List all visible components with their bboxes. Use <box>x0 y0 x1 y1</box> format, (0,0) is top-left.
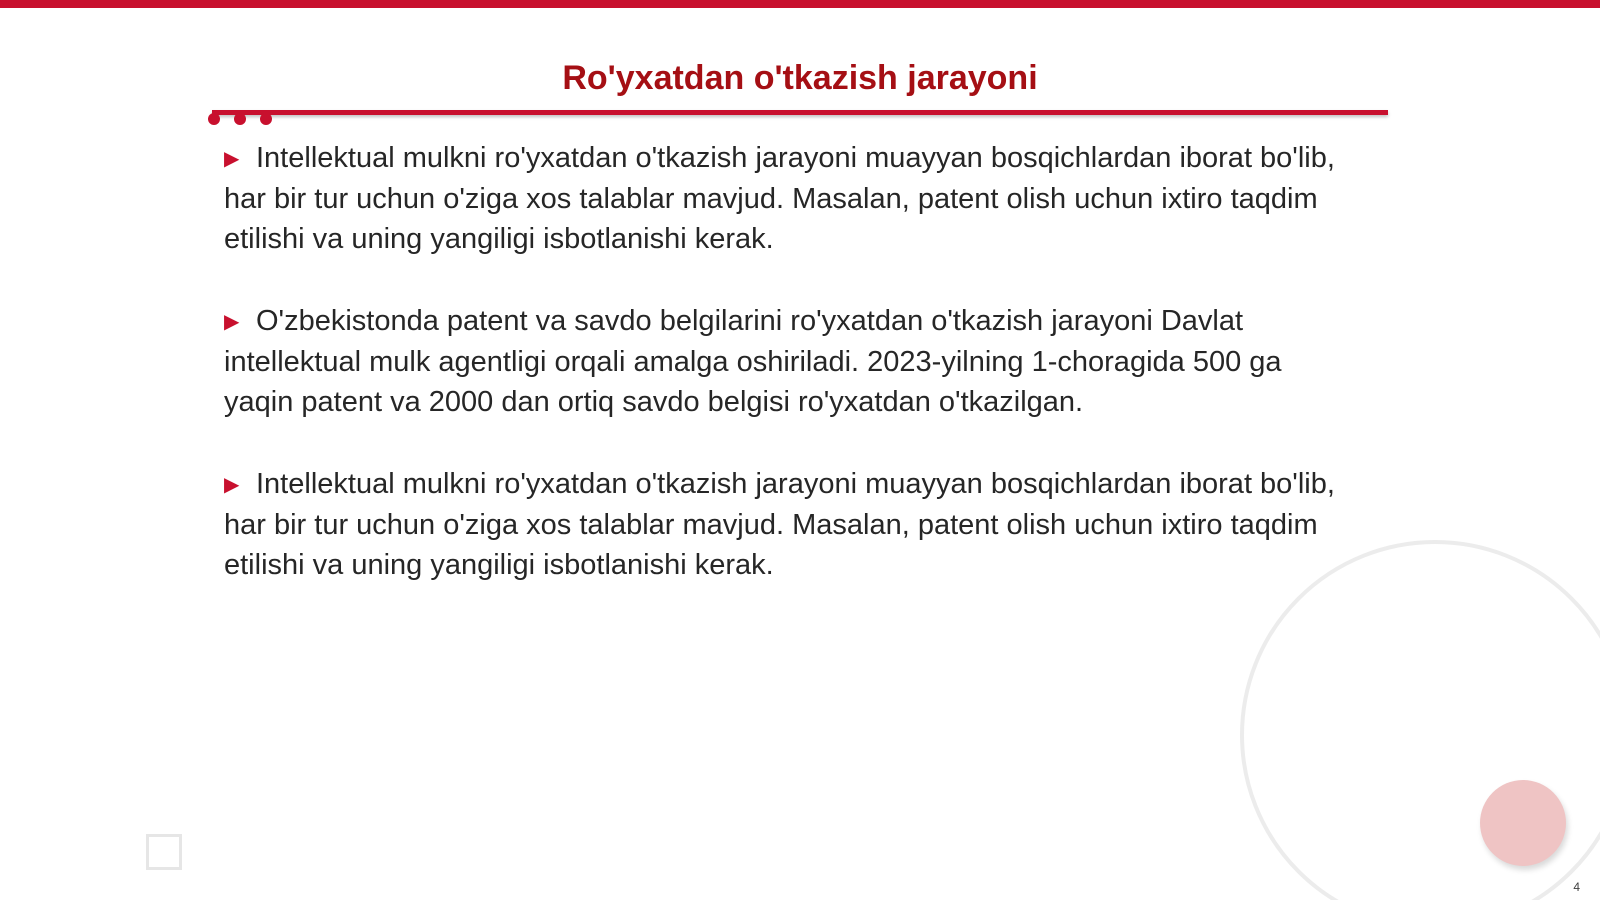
bullet-item <box>224 464 1356 585</box>
triangle-bullet-icon: ▶ <box>224 474 240 496</box>
page-number: 4 <box>1573 880 1580 894</box>
title-underline <box>212 110 1388 115</box>
bullet-text: Intellektual mulkni ro'yxatdan o'tkazish jarayoni muayyan bosqichlardan iborat bo'lib, har bir tur uchun o'ziga xos talablar mavjud. Masalan, patent olish uchun ixtiro taqdim etilishi va uning yangiligi isbotlanishi kerak. <box>224 468 1335 581</box>
underline-dot <box>260 113 272 125</box>
bullet-text: O'zbekistonda patent va savdo belgilarini ro'yxatdan o'tkazish jarayoni Davlat intellektual mulk agentligi orqali amalga oshiriladi. 2023-yilning 1-choragida 500 ga yaqin patent va 2000 dan ortiq savdo belgisi ro'yxatdan o'tkazilgan. <box>224 305 1282 418</box>
bullet-item <box>224 138 1356 259</box>
bullet-text: Intellektual mulkni ro'yxatdan o'tkazish jarayoni muayyan bosqichlardan iborat bo'lib, har bir tur uchun o'ziga xos talablar mavjud. Masalan, patent olish uchun ixtiro taqdim etilishi va uning yangiligi isbotlanishi kerak. <box>224 142 1335 255</box>
bullet-item <box>224 301 1356 422</box>
decorative-pink-circle <box>1480 780 1566 866</box>
underline-dot <box>234 113 246 125</box>
slide-title: Ro'yxatdan o'tkazish jarayoni <box>562 59 1038 97</box>
triangle-bullet-icon: ▶ <box>224 311 240 333</box>
decorative-square-outline <box>146 834 182 870</box>
bullet-list <box>224 138 1356 627</box>
underline-dot <box>208 113 220 125</box>
top-accent-bar <box>0 0 1600 8</box>
triangle-bullet-icon: ▶ <box>224 148 240 170</box>
